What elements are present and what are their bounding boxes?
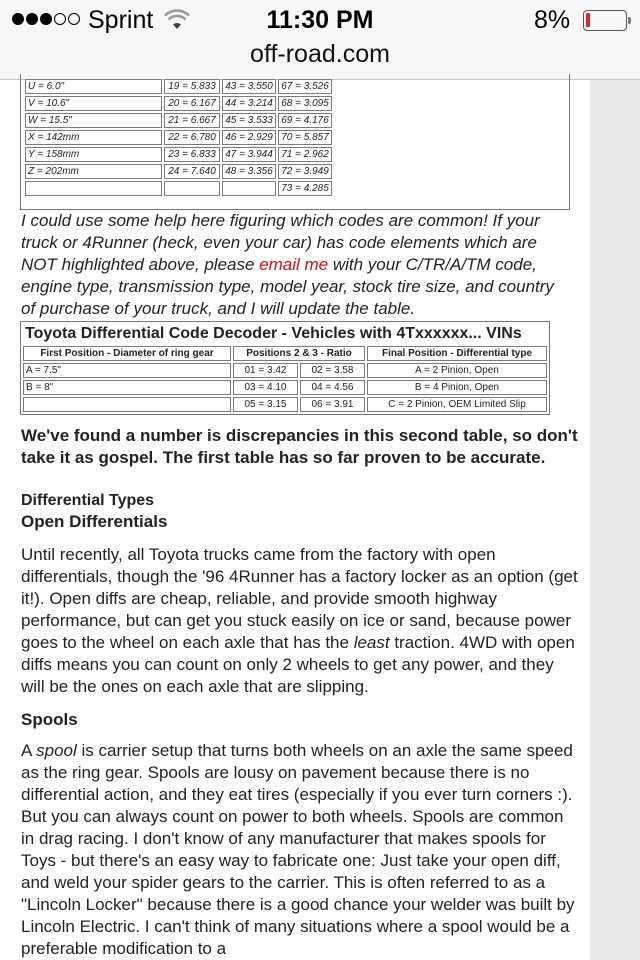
- code-table: [23, 77, 334, 198]
- table-cell: 69 = 4.176: [278, 113, 332, 128]
- table-row: [23, 363, 547, 378]
- table-cell: 46 = 2.929: [222, 130, 276, 145]
- table-cell: 03 = 4.10: [233, 380, 298, 395]
- open-diff-paragraph: [21, 544, 581, 698]
- battery-icon: [583, 10, 627, 31]
- table-row: [25, 96, 332, 111]
- email-me-link[interactable]: email me: [259, 255, 329, 274]
- paragraph-text: is carrier setup that turns both wheels on an axle the same speed as the ring gear. Spools are lousy on pavement because there is no differential action, and they eat tires (especially if you ever turn corners :). But you can always count on power to both wheels. Spools are common in drag racing. I don't know of any manufacturer that makes spools for Toys - but there's an easy way to fabricate one: Just take your open diff, and weld your spider gears to the carrier. This is often referred to as a "Lincoln Locker" because there is a good chance your welder was built by Lincoln Electric. I can't think of many situations where a spool would be a preferable modification to a: [21, 741, 575, 958]
- subsection-heading: Spools: [21, 710, 78, 729]
- table-cell: B = 8": [23, 380, 231, 395]
- paragraph-text: Until recently, all Toyota trucks came from the factory with open differentials, though the '96 4Runner has a factory locker as an option (get it!). Open diffs are cheap, reliable, and provide smooth highway performance, but can get you stuck easily on ice or sand, because power goes to the wheel on each axle that has the: [21, 545, 578, 652]
- help-text: I could use some help here figuring which codes are common! If your truck or 4Runner (heck, even your car) has code elements which are NOT highlighted above, please: [21, 211, 540, 274]
- table-cell: [222, 181, 276, 196]
- table-cell: 48 = 3.356: [222, 164, 276, 179]
- discrepancy-warning: We've found a number is discrepancies in this second table, so don't take it as gospel. The first table has so far proven to be accurate.: [21, 426, 578, 467]
- paragraph-text: traction. 4WD with open diffs means you can count on only 2 wheels to get any power, and they will be the ones on each axle that are slipping.: [21, 633, 575, 696]
- table-cell: 06 = 3.91: [300, 397, 365, 412]
- table-title: Toyota Differential Code Decoder - Vehicles with 4Txxxxxx... VINs: [25, 325, 522, 342]
- emphasis: spool: [36, 741, 77, 760]
- table-cell: 23 = 6.833: [164, 147, 220, 162]
- column-header: First Position - Diameter of ring gear: [23, 346, 231, 361]
- page-side-margin: [590, 80, 640, 960]
- table-row: [23, 380, 547, 395]
- table-cell: 72 = 3.949: [278, 164, 332, 179]
- table-cell: 43 = 3.550: [222, 79, 276, 94]
- table-cell: 21 = 6.667: [164, 113, 220, 128]
- table-cell: 44 = 3.214: [222, 96, 276, 111]
- column-header: Final Position - Differential type: [367, 346, 547, 361]
- table-cell: C = 2 Pinion, OEM Limited Slip: [367, 397, 547, 412]
- table-cell: 70 = 5.857: [278, 130, 332, 145]
- table-cell: 20 = 6.167: [164, 96, 220, 111]
- table-cell: Z = 202mm: [25, 164, 162, 179]
- table-cell: 73 = 4.285: [278, 181, 332, 196]
- status-bar: [0, 0, 640, 42]
- differential-code-decoder: [20, 321, 550, 415]
- table-row: [25, 130, 332, 145]
- table-cell: 19 = 5.833: [164, 79, 220, 94]
- table-cell: B = 4 Pinion, Open: [367, 380, 547, 395]
- table-cell: 01 = 3.42: [233, 363, 298, 378]
- help-text: with your C/TR/A/TM code, engine type, transmission type, model year, stock tire size, and country of purchase of your truck, and I will update the table.: [21, 255, 554, 318]
- help-paragraph: [21, 210, 571, 320]
- table-cell: 71 = 2.962: [278, 147, 332, 162]
- emphasis: least: [353, 633, 390, 652]
- carrier-name: Sprint: [88, 6, 154, 34]
- address-bar[interactable]: off-road.com: [250, 40, 390, 68]
- table-cell: A = 2 Pinion, Open: [367, 363, 547, 378]
- section-heading: Differential Types: [21, 492, 155, 509]
- table-row: [23, 397, 547, 412]
- table-cell: 47 = 3.944: [222, 147, 276, 162]
- spool-paragraph: [21, 740, 581, 960]
- table-cell: V = 10.6": [25, 96, 162, 111]
- table-row: [25, 164, 332, 179]
- battery-percent: 8%: [534, 6, 571, 34]
- table-cell: 24 = 7.640: [164, 164, 220, 179]
- table-row: [25, 147, 332, 162]
- differential-code-table: [21, 322, 549, 414]
- paragraph-text: A: [21, 741, 37, 760]
- table-cell: U = 6.0": [25, 79, 162, 94]
- table-row: [25, 113, 332, 128]
- table-cell: X = 142mm: [25, 130, 162, 145]
- subsection-heading: Open Differentials: [21, 512, 168, 531]
- browser-chrome: [0, 0, 640, 80]
- table-cell: 04 = 4.56: [300, 380, 365, 395]
- table-cell: 68 = 3.095: [278, 96, 332, 111]
- table-cell: 67 = 3.526: [278, 79, 332, 94]
- table-row: [25, 181, 332, 196]
- battery-level: [586, 13, 590, 27]
- table-cell: 05 = 3.15: [233, 397, 298, 412]
- clock: 11:30 PM: [266, 6, 374, 34]
- table-cell: A = 7.5": [23, 363, 231, 378]
- table-cell: Y = 158mm: [25, 147, 162, 162]
- table-cell: [25, 181, 162, 196]
- table-cell: 45 = 3.533: [222, 113, 276, 128]
- table-cell: 02 = 3.58: [300, 363, 365, 378]
- code-table-continued: [20, 74, 570, 210]
- table-cell: 22 = 6.780: [164, 130, 220, 145]
- table-cell: W = 15.5": [25, 113, 162, 128]
- table-cell: [23, 397, 231, 412]
- column-header: Positions 2 & 3 - Ratio: [233, 346, 365, 361]
- table-cell: [164, 181, 220, 196]
- table-row: [25, 79, 332, 94]
